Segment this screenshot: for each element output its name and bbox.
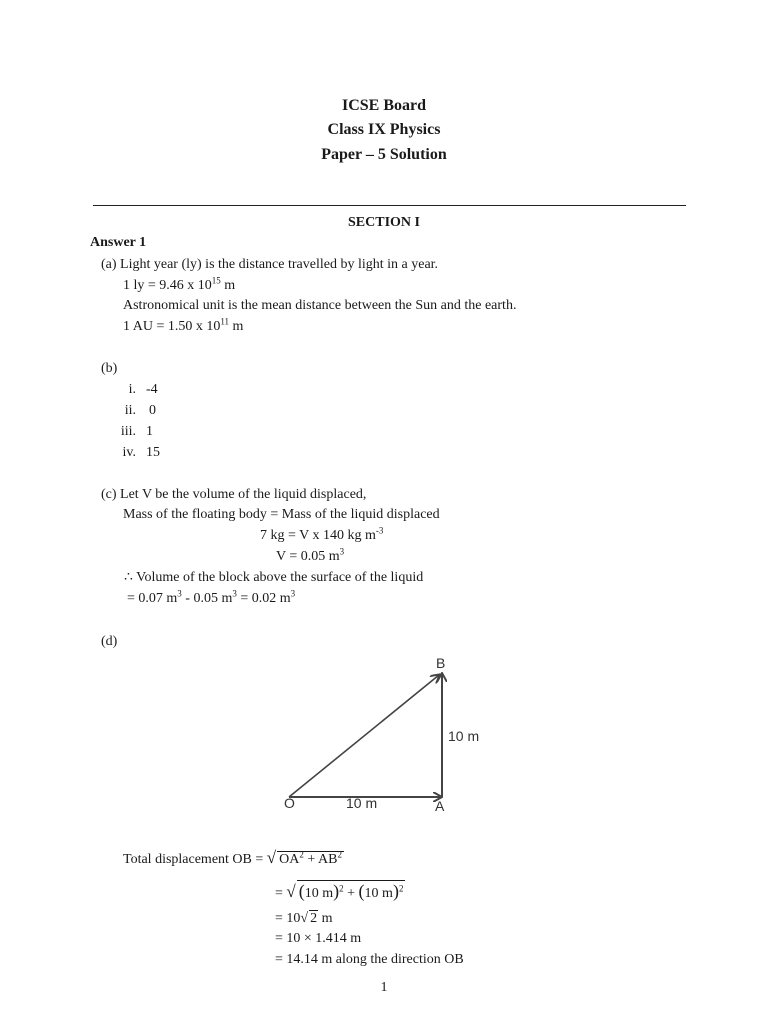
part-b-num-4: iv. <box>122 445 136 460</box>
point-a-label: A <box>435 798 445 814</box>
calc-line2: = √ (10 m)$^2$ + (10 m)$^2$ <box>275 881 404 901</box>
part-b-val-2: 0 <box>149 403 156 418</box>
header-divider <box>93 205 686 206</box>
part-c-line6: = 0.07 $m^3 - 0.05$ $m^3 = 0.02$ $m^3$ <box>127 588 296 606</box>
part-b-label: (b) <box>101 361 118 376</box>
point-b-label: B <box>436 655 446 671</box>
part-c-line5: ∴ Volume of the block above the surface of the liquid <box>124 570 424 585</box>
answer-title: Answer 1 <box>90 235 147 250</box>
calc-line4: = 10 × 1.414 m <box>275 931 362 946</box>
part-b-num-3: iii. <box>120 424 136 439</box>
part-c-line1: (c) Let V be the volume of the liquid displaced, <box>101 487 367 502</box>
part-a-line3: Astronomical unit is the mean distance between the Sun and the earth. <box>123 298 517 313</box>
calc-line3: = 10√ 2 m <box>275 911 333 926</box>
part-a-line4: 1 AU = 1.50 x $10^{11}$ m <box>123 316 244 334</box>
part-c-line3: 7 kg = V x 140 kg $m^{-3}$ <box>260 525 384 543</box>
part-b-num-2: ii. <box>124 403 136 418</box>
part-d-label: (d) <box>101 634 118 649</box>
part-a-line2: 1 ly = 9.46 x $10^{15}$ m <box>123 275 236 293</box>
vector-ob <box>289 675 439 797</box>
label-oa: 10 m <box>346 795 378 811</box>
header-paper: Paper – 5 Solution <box>321 146 447 163</box>
displacement-diagram <box>270 650 500 820</box>
part-c-line4: V = 0.05 $m^3$ <box>276 546 345 564</box>
part-b-num-1: i. <box>128 382 136 397</box>
part-b-val-4: 15 <box>146 445 160 460</box>
label-ab: 10 m <box>448 728 480 744</box>
part-a-line1: (a) Light year (ly) is the distance travelled by light in a year. <box>101 257 439 272</box>
calc-line5: = 14.14 m along the direction OB <box>275 952 464 967</box>
page-number: 1 <box>380 980 388 995</box>
part-b-val-3: 1 <box>146 424 153 439</box>
point-o-label: O <box>284 795 295 811</box>
header-board: ICSE Board <box>341 97 427 114</box>
header-class: Class IX Physics <box>327 121 441 138</box>
part-b-val-1: -4 <box>146 382 158 397</box>
part-c-line2: Mass of the floating body = Mass of the liquid displaced <box>123 507 440 522</box>
section-title: SECTION I <box>348 215 420 230</box>
calc-line1: Total displacement OB = √ $OA^2 + AB^2$ <box>123 848 342 867</box>
